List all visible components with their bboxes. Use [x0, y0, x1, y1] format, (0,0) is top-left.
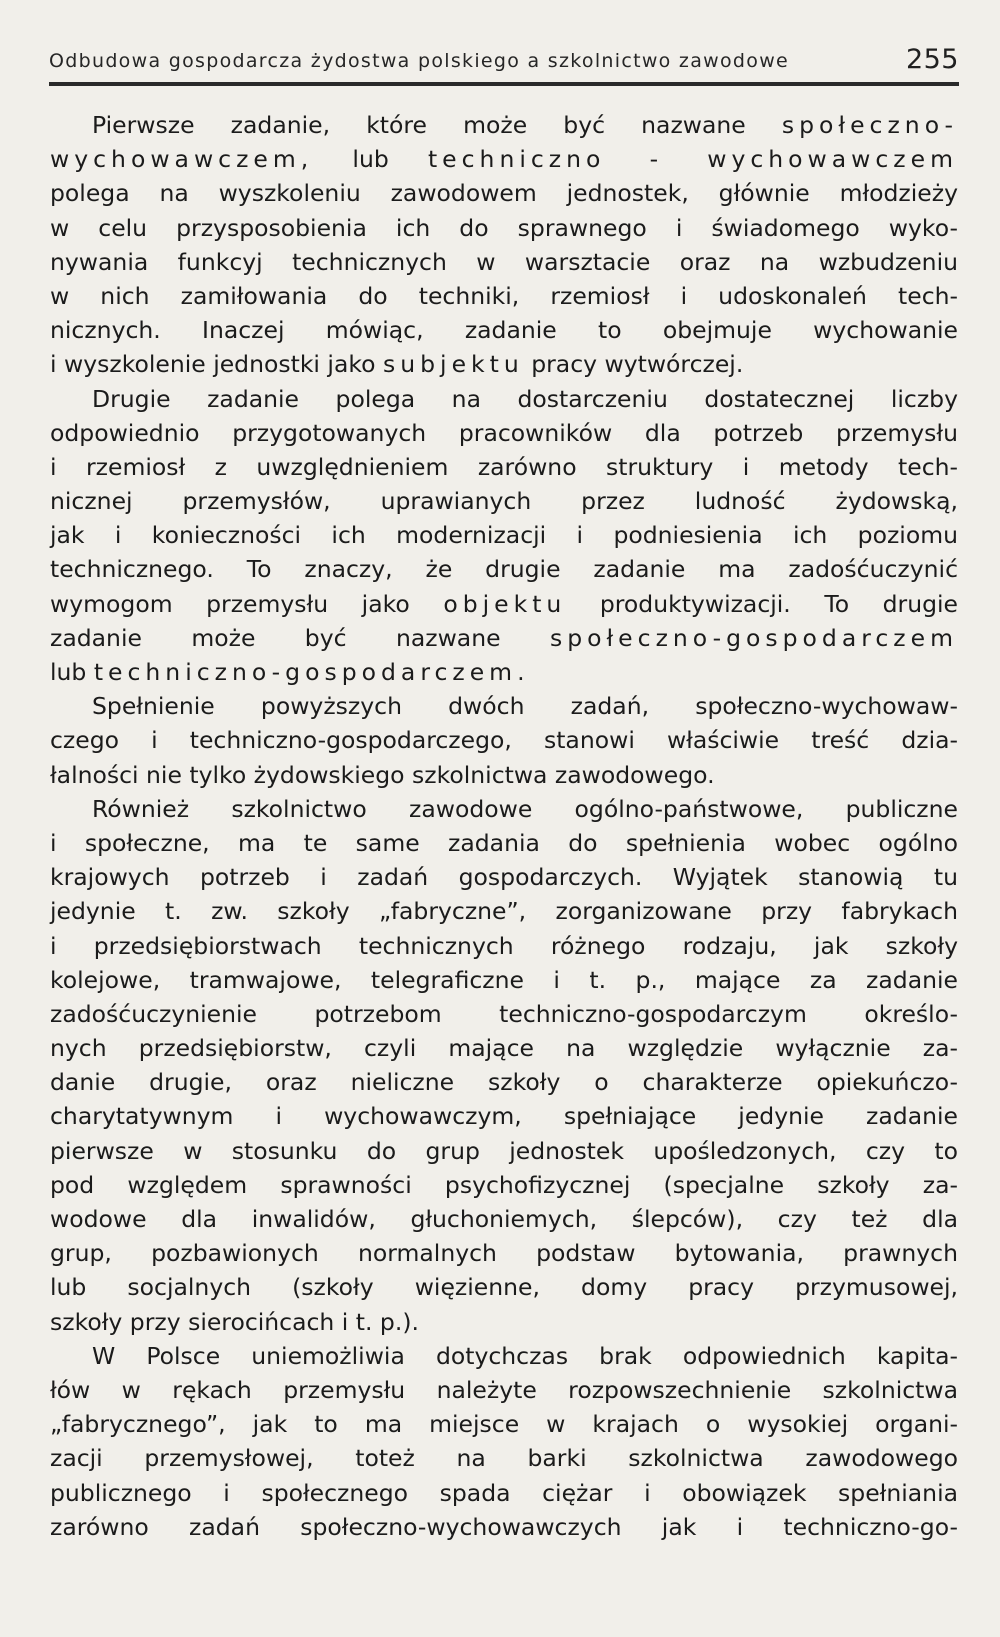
text-line — [50, 142, 958, 176]
text-line — [50, 313, 958, 347]
spaced-emphasis: objektu — [443, 589, 567, 618]
text-line — [50, 347, 958, 381]
text-line — [50, 621, 958, 655]
text-line — [50, 689, 958, 723]
spaced-emphasis: subjektu — [382, 350, 524, 379]
spaced-emphasis: wychowawczem, — [50, 145, 314, 174]
text-segment: jak i konieczności ich modernizacji i podniesienia ich poziomu — [50, 521, 958, 550]
text-segment: i przedsiębiorstwach technicznych różnego rodzaju, jak szkoły — [50, 931, 958, 960]
text-segment: jedynie t. zw. szkoły „fabryczne”, zorganizowane przy fabrykach — [50, 897, 958, 926]
text-segment: zadośćuczynienie potrzebom techniczno-gospodarczym określo- — [50, 999, 958, 1028]
text-line — [50, 1510, 958, 1544]
page-number: 255 — [905, 44, 959, 75]
text-line — [50, 587, 958, 621]
text-line — [50, 450, 958, 484]
text-line — [50, 1065, 958, 1099]
text-segment: Spełnienie powyższych dwóch zadań, społeczno-wychowaw- — [92, 692, 958, 721]
text-segment: nicznych. Inaczej mówiąc, zadanie to obejmuje wychowanie — [50, 316, 958, 345]
text-segment: pod względem sprawności psychofizycznej (specjalne szkoły za- — [50, 1170, 958, 1199]
text-segment: łów w rękach przemysłu należyte rozpowszechnienie szkolnictwa — [50, 1375, 958, 1404]
text-line — [50, 723, 958, 757]
spaced-emphasis: techniczno-gospodarczem. — [93, 658, 530, 686]
text-line — [50, 826, 958, 860]
spaced-emphasis: społeczno-gospodarczem — [549, 623, 958, 652]
text-segment: W Polsce uniemożliwia dotychczas brak odpowiednich kapita- — [92, 1341, 958, 1370]
text-segment: zadanie może być nazwane — [50, 623, 550, 652]
text-line — [50, 1099, 958, 1133]
text-line — [50, 176, 958, 210]
body-text — [50, 108, 958, 1544]
text-line — [50, 997, 958, 1031]
text-segment: kolejowe, tramwajowe, telegraficzne i t. p., mające za zadanie — [50, 965, 958, 994]
running-title: Odbudowa gospodarcza żydostwa polskiego a szkolnictwo zawodowe — [49, 50, 790, 72]
text-line — [50, 655, 958, 689]
text-segment: nicznej przemysłów, uprawianych przez ludność żydowską, — [50, 487, 958, 516]
spaced-emphasis: techniczno - wychowawczem — [427, 145, 958, 174]
spaced-emphasis: społeczno- — [781, 111, 958, 139]
text-segment: technicznego. To znaczy, że drugie zadanie ma zadośćuczynić — [50, 555, 958, 584]
text-line — [50, 860, 958, 894]
text-line — [50, 1134, 958, 1168]
text-segment: zarówno zadań społeczno-wychowawczych jak i techniczno-go- — [50, 1512, 958, 1541]
text-segment: danie drugie, oraz nieliczne szkoły o charakterze opiekuńczo- — [50, 1068, 958, 1097]
text-line — [50, 416, 958, 450]
text-line — [50, 963, 958, 997]
text-line — [50, 1476, 958, 1510]
text-segment: produktywizacji. To drugie — [566, 589, 958, 618]
text-segment: lub socjalnych (szkoły więzienne, domy pracy przymusowej, — [50, 1273, 958, 1302]
text-line — [50, 518, 958, 552]
text-segment: w celu przysposobienia ich do sprawnego i świadomego wyko- — [50, 213, 958, 242]
text-segment: lub — [50, 658, 94, 686]
text-line — [50, 1270, 958, 1304]
text-line — [50, 929, 958, 963]
text-segment: pracy wytwórczej. — [523, 350, 744, 379]
text-segment: grup, pozbawionych normalnych podstaw bytowania, prawnych — [50, 1239, 958, 1268]
text-segment: Również szkolnictwo zawodowe ogólno-państwowe, publiczne — [92, 794, 958, 823]
text-segment: i społeczne, ma te same zadania do spełnienia wobec ogólno — [50, 828, 958, 857]
text-segment: odpowiednio przygotowanych pracowników dla potrzeb przemysłu — [50, 418, 958, 447]
text-segment: nywania funkcyj technicznych w warsztacie oraz na wzbudzeniu — [50, 247, 958, 276]
text-line — [50, 1168, 958, 1202]
text-segment: czego i techniczno-gospodarczego, stanowi właściwie treść dzia- — [50, 726, 958, 755]
text-line — [50, 1441, 958, 1475]
text-line — [50, 1202, 958, 1236]
text-segment: lub — [313, 145, 428, 174]
text-segment: nych przedsiębiorstw, czyli mające na względzie wyłącznie za- — [50, 1034, 958, 1063]
text-segment: w nich zamiłowania do techniki, rzemiosł i udoskonaleń tech- — [50, 281, 958, 310]
text-line — [50, 382, 958, 416]
text-segment: charytatywnym i wychowawczym, spełniające jedynie zadanie — [50, 1102, 958, 1131]
text-segment: krajowych potrzeb i zadań gospodarczych. Wyjątek stanowią tu — [50, 863, 958, 892]
text-segment: publicznego i społecznego spada ciężar i obowiązek spełniania — [50, 1478, 958, 1507]
header-rule — [49, 82, 959, 86]
text-segment: zacji przemysłowej, toteż na barki szkolnictwa zawodowego — [50, 1444, 958, 1473]
text-segment: Pierwsze zadanie, które może być nazwane — [92, 111, 782, 139]
text-line — [50, 279, 958, 313]
text-line — [50, 1305, 958, 1339]
text-line — [50, 792, 958, 826]
text-line — [50, 758, 958, 792]
running-head — [49, 44, 959, 80]
text-line — [50, 552, 958, 586]
text-segment: łalności nie tylko żydowskiego szkolnictwa zawodowego. — [50, 760, 715, 789]
text-segment: „fabrycznego”, jak to ma miejsce w krajach o wysokiej organi- — [50, 1410, 958, 1439]
text-line — [50, 211, 958, 245]
text-line — [50, 1236, 958, 1270]
text-segment: szkoły przy sierocińcach i t. p.). — [50, 1307, 419, 1336]
text-line — [50, 1407, 958, 1441]
text-line — [50, 245, 958, 279]
text-line — [50, 484, 958, 518]
text-line — [50, 108, 958, 142]
text-line — [50, 1373, 958, 1407]
text-segment: polega na wyszkoleniu zawodowem jednostek, głównie młodzieży — [50, 179, 958, 208]
text-segment: i wyszkolenie jednostki jako — [50, 350, 383, 379]
text-segment: Drugie zadanie polega na dostarczeniu dostatecznej liczby — [92, 384, 958, 413]
text-line — [50, 894, 958, 928]
text-segment: wodowe dla inwalidów, głuchoniemych, ślepców), czy też dla — [50, 1205, 958, 1233]
text-segment: i rzemiosł z uwzględnieniem zarówno struktury i metody tech- — [50, 452, 958, 481]
text-segment: pierwsze w stosunku do grup jednostek upośledzonych, czy to — [50, 1136, 958, 1165]
text-line — [50, 1031, 958, 1065]
text-segment: wymogom przemysłu jako — [50, 589, 444, 618]
text-line — [50, 1339, 958, 1373]
